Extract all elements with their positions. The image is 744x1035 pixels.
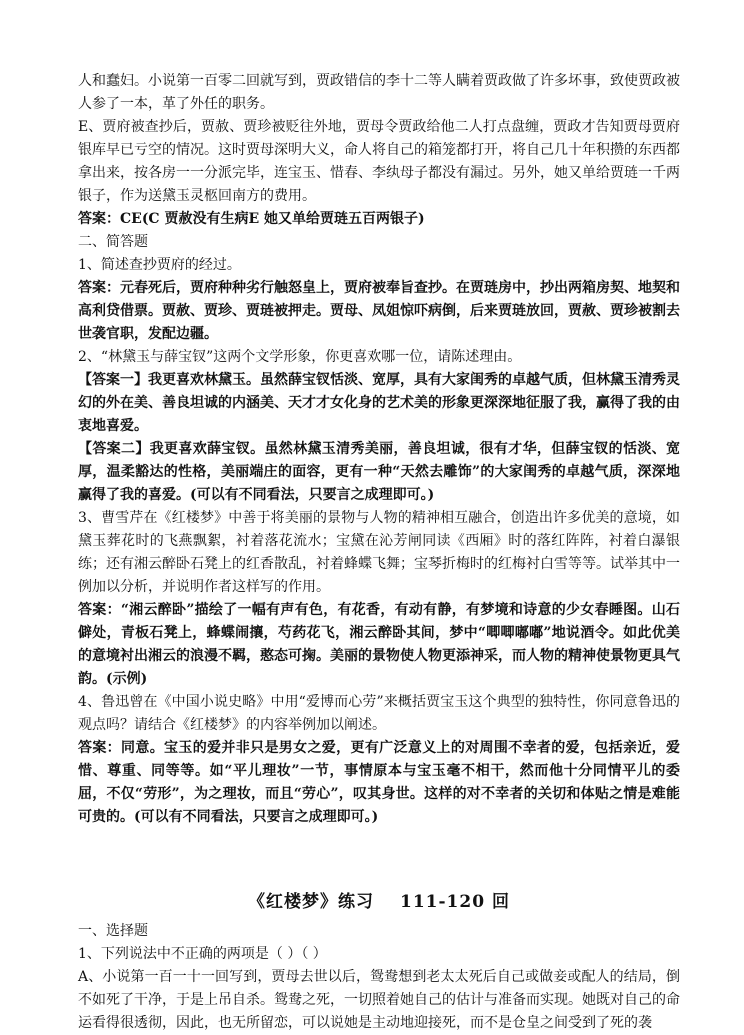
question-paragraph: 4、鲁迅曾在《中国小说史略》中用“爱博而心劳”来概括贾宝玉这个典型的独特性，你同意鲁迅的观点吗？请结合《红楼梦》的内容举例加以阐述。	[78, 694, 680, 733]
answer-paragraph: 【答案一】我更喜欢林黛玉。虽然薛宝钗恬淡、宽厚，具有大家闺秀的卓越气质，但林黛玉清秀灵幻的外在美、善良坦诚的内涵美、天才才女化身的艺术美的形象更深深地征服了我，赢得了我的由衷地喜爱。	[78, 372, 680, 434]
question-paragraph: 3、曹雪芹在《红楼梦》中善于将美丽的景物与人物的精神相互融合，创造出许多优美的意境，如黛玉葬花时的飞燕飘絮，衬着落花流水；宝黛在沁芳闸同读《西厢》时的落红阵阵，衬着白瀑银练；还有湘云醉卧石凳上的红香散乱，衬着蜂蝶飞舞；宝琴折梅时的红梅衬白雪等等。试举其中一例加以分析，并说明作者这样写的作用。	[78, 510, 680, 595]
question-paragraph: 1、下列说法中不正确的两项是（ ）（ ）	[78, 946, 327, 962]
paragraph: 人和蠢妇。小说第一百零二回就写到，贾政错信的李十二等人瞒着贾政做了许多坏事，致使贾政被人参了一本，革了外任的职务。	[78, 73, 680, 112]
answer-paragraph: 答案：元春死后，贾府种种劣行触怒皇上，贾府被奉旨查抄。在贾琏房中，抄出两箱房契、地契和高利贷借票。贾赦、贾珍、贾琏被押走。贾母、凤姐惊吓病倒，后来贾琏放回，贾赦、贾珍被割去世袭官职，发配边疆。	[78, 280, 680, 342]
answer-paragraph: 【答案二】我更喜欢薛宝钗。虽然林黛玉清秀美丽，善良坦诚，很有才华，但薛宝钗的恬淡、宽厚，温柔豁达的性格，美丽端庄的面容，更有一种“天然去雕饰”的大家闺秀的卓越气质，深深地赢得了我的喜爱。(可以有不同看法，只要言之成理即可。)	[78, 441, 680, 503]
section-heading: 一、选择题	[78, 923, 148, 939]
paragraph: E、贾府被查抄后，贾赦、贾珍被贬往外地，贾母令贾政给他二人打点盘缠，贾政才告知贾母贾府银库早已亏空的情况。这时贾母深明大义，命人将自己的箱笼都打开，将自己几十年积攒的东西都拿出来，按各房一一分派完毕，连宝玉、惜春、李纨母子都没有漏过。另外，她又单给贾琏一千两银子，作为送黛玉灵柩回南方的费用。	[78, 119, 680, 204]
section-title-range: 111-120 回	[400, 892, 510, 912]
section-heading: 二、简答题	[78, 234, 148, 250]
question-paragraph: 2、“林黛玉与薛宝钗”这两个文学形象，你更喜欢哪一位，请陈述理由。	[78, 349, 522, 365]
section-title-name: 《红楼梦》练习	[248, 892, 375, 912]
answer-paragraph: 答案：同意。宝玉的爱并非只是男女之爱，更有广泛意义上的对周围不幸者的爱，包括亲近，爱惜、尊重、同等等。如“平儿理妆”一节，事情原本与宝玉毫不相干，然而他十分同情平儿的委屈，不仅“劳形”，为之理妆，而且“劳心”，叹其身世。这样的对不幸者的关切和体贴之情是难能可贵的。(可以有不同看法，只要言之成理即可。)	[78, 740, 680, 825]
answer-paragraph: 答案：“湘云醉卧”描绘了一幅有声有色，有花香，有动有静，有梦境和诗意的少女春睡图。山石僻处，青板石凳上，蜂蝶闹攘，芍药花飞，湘云醉卧其间，梦中“唧唧嘟嘟”地说酒令。如此优美的意境衬出湘云的浪漫不羁，憨态可掬。美丽的景物使人物更添神采，而人物的精神使景物更具气韵。(示例)	[78, 602, 680, 687]
answer-paragraph: 答案：CE(C 贾赦没有生病E 她又单给贾琏五百两银子)	[78, 211, 425, 227]
question-paragraph: 1、简述查抄贾府的经过。	[78, 257, 241, 273]
option-paragraph: A、小说第一百一十一回写到，贾母去世以后，鸳鸯想到老太太死后自己或做妾或配人的结局，倒不如死了干净，于是上吊自杀。鸳鸯之死，一切照着她自己的估计与准备而实现。她既对自己的命运看得很透彻，因此，也无所留恋，可以说她是主动地迎接死，而不是仓皇之间受到了死的袭	[78, 969, 680, 1031]
section-title	[78, 887, 680, 912]
